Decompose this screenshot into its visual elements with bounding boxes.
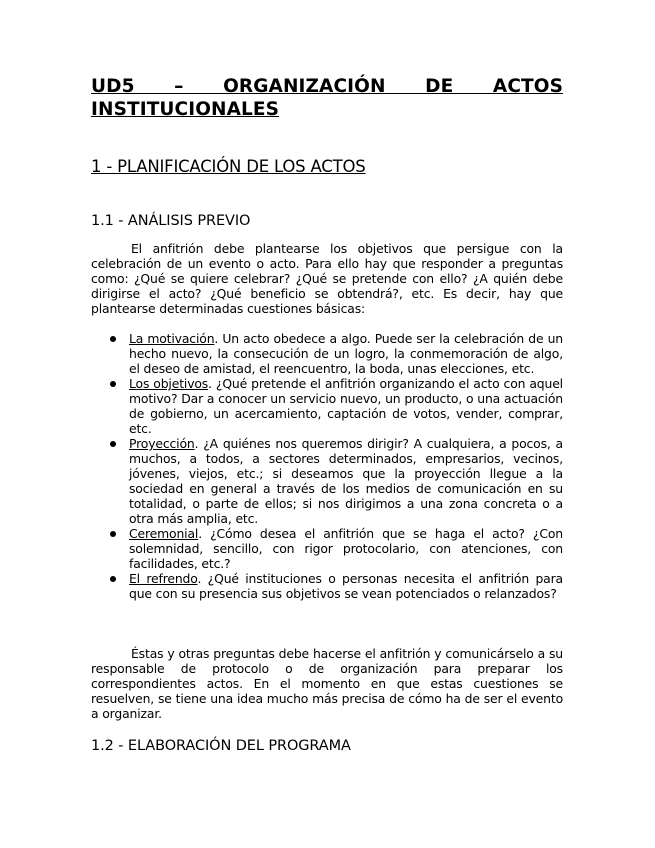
section-heading-planificacion: 1 - PLANIFICACIÓN DE LOS ACTOS <box>91 157 366 176</box>
list-item <box>91 526 563 571</box>
intro-paragraph: El anfitrión debe plantearse los objetivos que persigue con la celebración de un evento o acto. Para ello hay que responder a preguntas como: ¿Qué se quiere celebrar? ¿Qué se pretende con ello? ¿A quién debe dirigirse el acto? ¿Qué beneficio se obtendrá?, etc. Es decir, hay que plantearse determinadas cuestiones básicas: <box>91 241 563 316</box>
subsection-heading-elaboracion-programa: 1.2 - ELABORACIÓN DEL PROGRAMA <box>91 738 351 754</box>
bullet-icon <box>110 381 116 387</box>
bullet-icon <box>110 441 116 447</box>
closing-paragraph: Éstas y otras preguntas debe hacerse el anfitrión y comunicárselo a su responsable de protocolo o de organización para preparar los correspondientes actos. En el momento en que estas cuestiones se resuelven, se tiene una idea mucho más precisa de cómo ha de ser el evento a organizar. <box>91 646 563 721</box>
list-item <box>91 436 563 526</box>
list-item-text: . Un acto obedece a algo. Puede ser la celebración de un hecho nuevo, la consecución de un logro, la conmemoración de algo, el deseo de amistad, el reencuentro, la boda, unas elecciones, etc. <box>129 331 563 376</box>
list-item <box>91 376 563 436</box>
list-item <box>91 571 563 601</box>
list-item-text: . ¿Qué pretende el anfitrión organizando el acto con aquel motivo? Dar a conocer un servicio nuevo, un producto, o una actuación de gobierno, un acercamiento, captación de votos, vender, comprar, etc. <box>129 376 563 436</box>
list-item-text: . ¿A quiénes nos queremos dirigir? A cualquiera, a pocos, a muchos, a todos, a sectores determinados, empresarios, vecinos, jóvenes, viejos, etc.; si deseamos que la proyección llegue a la sociedad en general a través de los medios de comunicación en su totalidad, o parte de ellos; si nos dirigimos a una zona concreta o a otra más amplia, etc. <box>129 436 563 526</box>
document-title-line-2: INSTITUCIONALES <box>91 99 280 120</box>
basic-questions-list <box>91 331 563 601</box>
list-item-text: . ¿Cómo desea el anfitrión que se haga el acto? ¿Con solemnidad, sencillo, con rigor protocolario, con atenciones, con facilidades, etc.? <box>129 526 563 571</box>
bullet-icon <box>110 531 116 537</box>
list-item-term: La motivación <box>129 331 215 346</box>
bullet-icon <box>110 336 116 342</box>
list-item-term: El refrendo <box>129 571 198 586</box>
document-title-line-1: UD5 – ORGANIZACIÓN DE ACTOS <box>91 76 563 97</box>
list-item-text: . ¿Qué instituciones o personas necesita el anfitrión para que con su presencia sus objetivos se vean potenciados o relanzados? <box>129 571 563 601</box>
list-item-term: Ceremonial <box>129 526 199 541</box>
list-item-term: Proyección <box>129 436 195 451</box>
bullet-icon <box>110 576 116 582</box>
list-item-term: Los objetivos <box>129 376 209 391</box>
subsection-heading-analisis-previo: 1.1 - ANÁLISIS PREVIO <box>91 213 251 229</box>
document-title <box>91 75 563 121</box>
list-item <box>91 331 563 376</box>
